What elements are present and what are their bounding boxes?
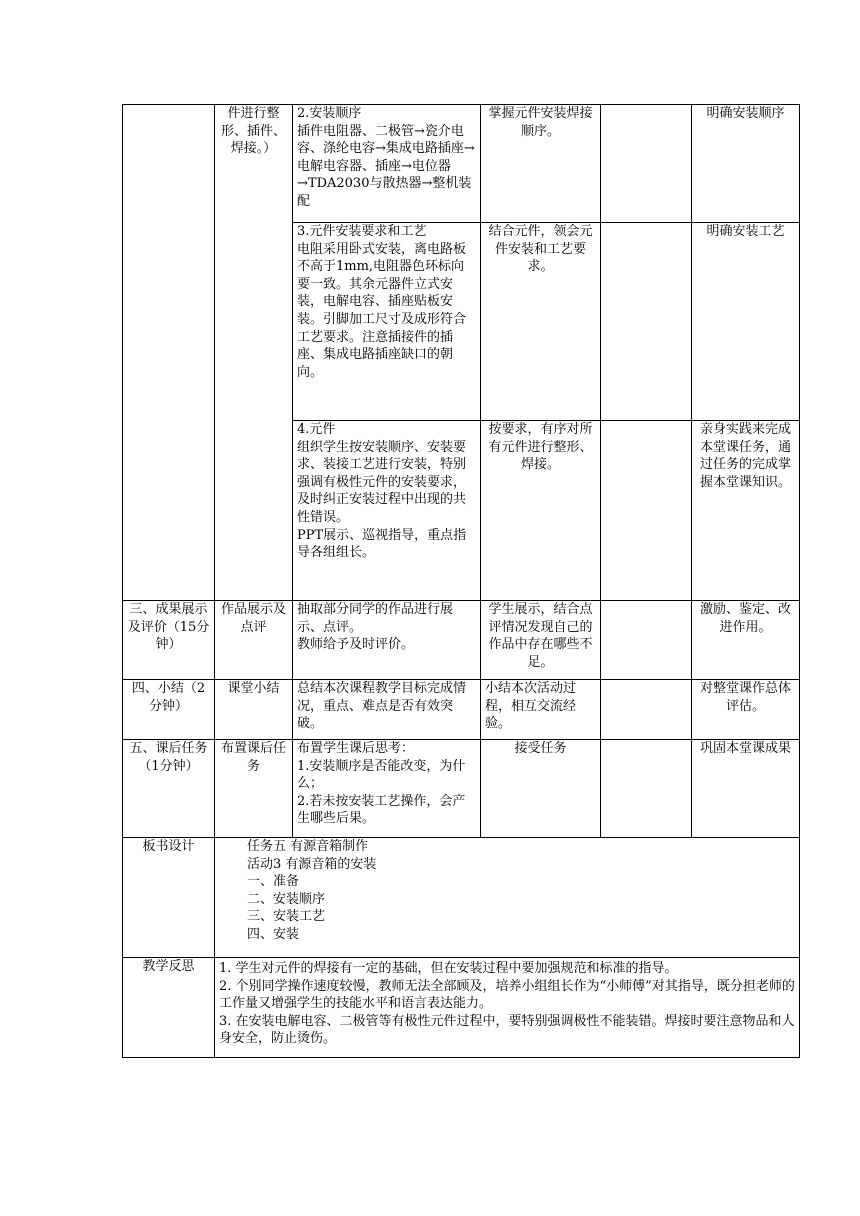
- content-text: 总结本次课程教学目标完成情况，重点、难点是否有效突破。: [297, 681, 467, 732]
- empty-cell: [601, 223, 692, 421]
- student-activity-cell: 接受任务: [481, 740, 601, 838]
- step-cell: 布置课后任务: [215, 740, 293, 838]
- empty-cell: [601, 601, 692, 680]
- phase-cell: 四、小结（2分钟）: [123, 680, 215, 740]
- board-design-content: [215, 838, 800, 958]
- empty-cell: [601, 421, 692, 601]
- table-row: [123, 838, 800, 958]
- content-cell: [293, 740, 481, 838]
- design-intent-cell: 亲身实践来完成本堂课任务，通过任务的完成掌握本堂课知识。: [692, 421, 800, 601]
- content-text: 组织学生按安装顺序、安装要求、装接工艺进行安装，特别强调有极性元件的安装要求，及时纠正安装过程中出现的共性错误。: [297, 439, 467, 525]
- design-intent-cell: 激励、鉴定、改进作用。: [692, 601, 800, 680]
- empty-cell: [601, 105, 692, 223]
- content-text: 教师给予及时评价。: [297, 637, 415, 653]
- reflection-content: [215, 958, 800, 1058]
- design-intent-cell: 明确安装顺序: [692, 105, 800, 223]
- phase-cell: 五、课后任务（1分钟）: [123, 740, 215, 838]
- design-intent-cell: 对整堂课作总体评估。: [692, 680, 800, 740]
- empty-cell: [601, 680, 692, 740]
- student-activity-cell: 按要求，有序对所有元件进行整形、焊接。: [481, 421, 601, 601]
- content-text: PPT展示、巡视指导，重点指导各组组长。: [297, 527, 467, 561]
- content-text: 1.安装顺序是否能改变，为什么；: [297, 758, 466, 792]
- content-cell: [293, 680, 481, 740]
- design-intent-cell: 巩固本堂课成果: [692, 740, 800, 838]
- table-row: [123, 958, 800, 1058]
- student-activity-cell: 结合元件，领会元件安装和工艺要求。: [481, 223, 601, 421]
- content-text: 布置学生课后思考：: [297, 741, 415, 756]
- student-activity-cell: 掌握元件安装焊接顺序。: [481, 105, 601, 223]
- content-heading: 2.安装顺序: [297, 106, 362, 121]
- board-line: 任务五 有源音箱制作: [247, 839, 369, 854]
- content-text: 电阻采用卧式安装，离电路板不高于1mm,电阻器色环标向要一致。其余元器件立式安装，电解电容、插座贴板安装。引脚加工尺寸及成形符合工艺要求。注意插接件的插座、集成电路插座缺口的朝向。: [297, 241, 467, 380]
- lesson-plan-table: [122, 104, 800, 1058]
- content-cell: [293, 421, 481, 601]
- content-text: 2.若未按安装工艺操作，会产生哪些后果。: [297, 793, 466, 827]
- empty-cell: [601, 740, 692, 838]
- reflection-label: 教学反思: [123, 958, 215, 1058]
- board-design-label: 板书设计: [123, 838, 215, 958]
- student-activity-cell: 学生展示，结合点评情况发现自己的作品中存在哪些不足。: [481, 601, 601, 680]
- step-cell: 课堂小结: [215, 680, 293, 740]
- reflection-line: 3. 在安装电解电容、二极管等有极性元件过程中，要特别强调极性不能装错。焊接时要注意物品和人身安全，防止烫伤。: [219, 1013, 795, 1047]
- board-line: 活动3 有源音箱的安装: [247, 856, 377, 872]
- table-row: [123, 740, 800, 838]
- reflection-line: 1. 学生对元件的焊接有一定的基础，但在安装过程中要加强规范和标准的指导。: [219, 961, 678, 976]
- board-line: 三、安装工艺: [247, 909, 326, 925]
- phase-cell: 三、成果展示及评价（15分钟）: [123, 601, 215, 680]
- content-heading: 4.元件: [297, 422, 336, 437]
- phase-cell-continued: [123, 105, 215, 601]
- content-text: 插件电阻器、二极管→瓷介电容、涤纶电容→集成电路插座→电解电容器、插座→电位器→TDA2030与散热器→整机装配: [297, 123, 475, 209]
- board-line: 四、安装: [247, 926, 300, 942]
- table-row: [123, 680, 800, 740]
- board-line: 二、安装顺序: [247, 891, 326, 907]
- student-activity-cell: 小结本次活动过程，相互交流经验。: [481, 680, 601, 740]
- design-intent-cell: 明确安装工艺: [692, 223, 800, 421]
- reflection-line: 2. 个别同学操作速度较慢，教师无法全部顾及，培养小组组长作为“小师傅”对其指导，既分担老师的工作量又增强学生的技能水平和语言表达能力。: [219, 978, 795, 1012]
- content-text: 抽取部分同学的作品进行展示、点评。: [297, 602, 454, 635]
- content-cell: [293, 105, 481, 223]
- step-cell-continued: 件进行整形、插件、焊接。）: [215, 105, 293, 601]
- content-heading: 3.元件安装要求和工艺: [297, 224, 427, 239]
- content-cell: [293, 223, 481, 421]
- content-cell: [293, 601, 481, 680]
- table-row: [123, 601, 800, 680]
- table-row: [123, 105, 800, 223]
- step-cell: 作品展示及点评: [215, 601, 293, 680]
- board-line: 一、准备: [247, 874, 300, 890]
